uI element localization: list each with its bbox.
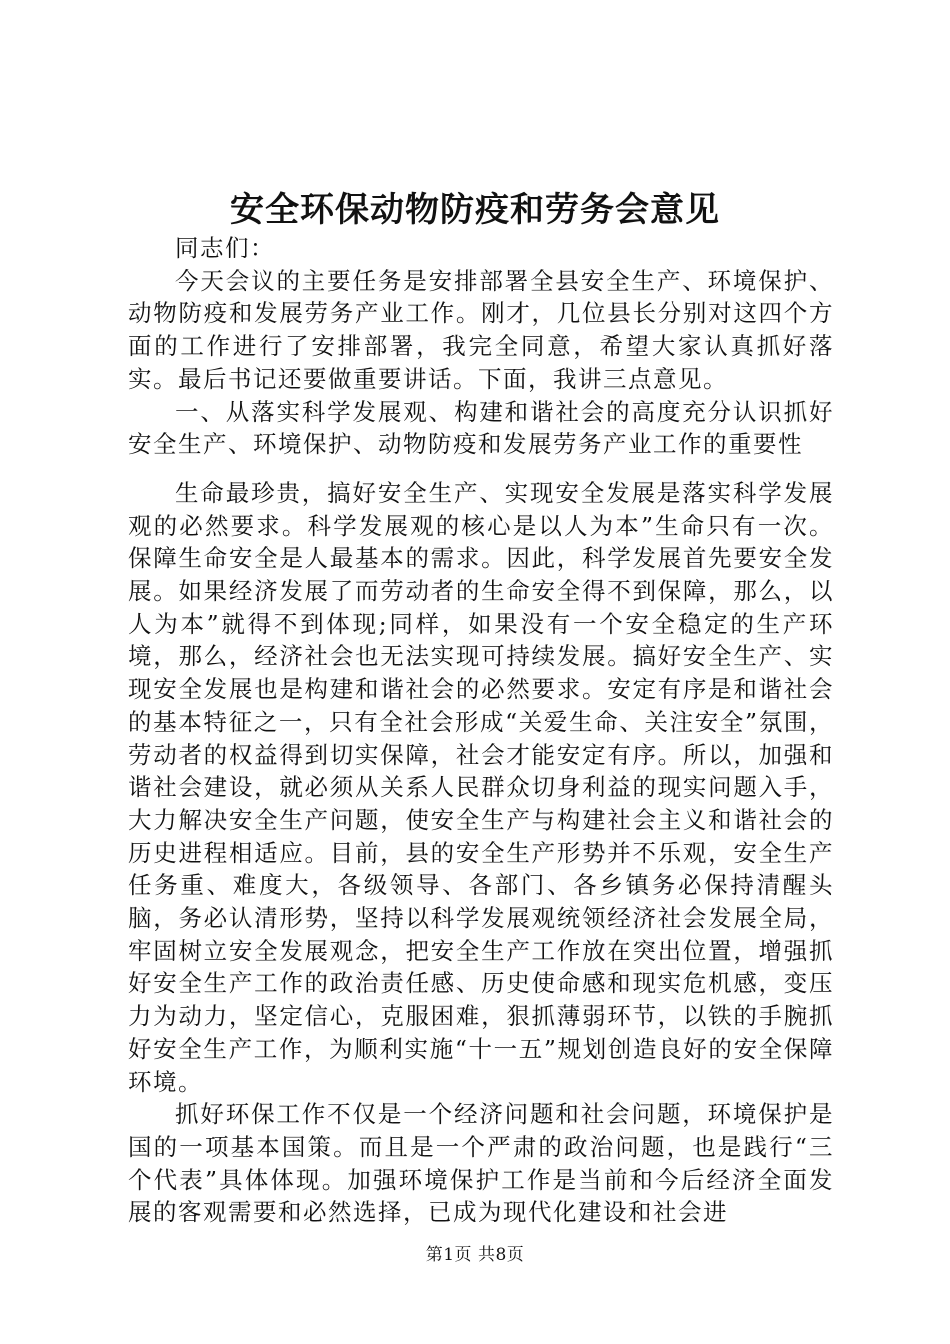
document-body bbox=[128, 232, 834, 1229]
paragraph-environment: 抓好环保工作不仅是一个经济问题和社会问题，环境保护是国的一项基本国策。而且是一个严肃的政治问题，也是践行“三个代表”具体体现。加强环境保护工作是当前和今后经济全面发展的客观需要和必然选择，已成为现代化建设和社会进 bbox=[128, 1100, 834, 1227]
paragraph-intro: 今天会议的主要任务是安排部署全县安全生产、环境保护、动物防疫和发展劳务产业工作。刚才，几位县长分别对这四个方面的工作进行了安排部署，我完全同意，希望大家认真抓好落实。最后书记还要做重要讲话。下面，我讲三点意见。 bbox=[128, 266, 834, 393]
document-title: 安全环保动物防疫和劳务会意见 bbox=[230, 190, 720, 230]
section-heading-1: 一、从落实科学发展观、构建和谐社会的高度充分认识抓好安全生产、环境保护、动物防疫和发展劳务产业工作的重要性 bbox=[128, 397, 834, 459]
salutation: 同志们： bbox=[175, 234, 275, 262]
paragraph-safety: 生命最珍贵，搞好安全生产、实现安全发展是落实科学发展观的必然要求。科学发展观的核心是以人为本”生命只有一次。保障生命安全是人最基本的需求。因此，科学发展首先要安全发展。如果经济发展了而劳动者的生命安全得不到保障，那么，以人为本”就得不到体现;同样，如果没有一个安全稳定的生产环境，那么，经济社会也无法实现可持续发展。搞好安全生产、实现安全发展也是构建和谐社会的必然要求。安定有序是和谐社会的基本特征之一，只有全社会形成“关爱生命、关注安全”氛围，劳动者的权益得到切实保障，社会才能安定有序。所以，加强和谐社会建设，就必须从关系人民群众切身利益的现实问题入手，大力解决安全生产问题，使安全生产与构建社会主义和谐社会的历史进程相适应。目前，县的安全生产形势并不乐观，安全生产任务重、难度大，各级领导、各部门、各乡镇务必保持清醒头脑，务必认清形势，坚持以科学发展观统领经济社会发展全局，牢固树立安全发展观念，把安全生产工作放在突出位置，增强抓好安全生产工作的政治责任感、历史使命感和现实危机感，变压力为动力，坚定信心，克服困难，狠抓薄弱环节，以铁的手腕抓好安全生产工作，为顺利实施“十一五”规划创造良好的安全保障环境。 bbox=[128, 478, 834, 1096]
page-footer: 第1页 共8页 bbox=[425, 1245, 525, 1265]
